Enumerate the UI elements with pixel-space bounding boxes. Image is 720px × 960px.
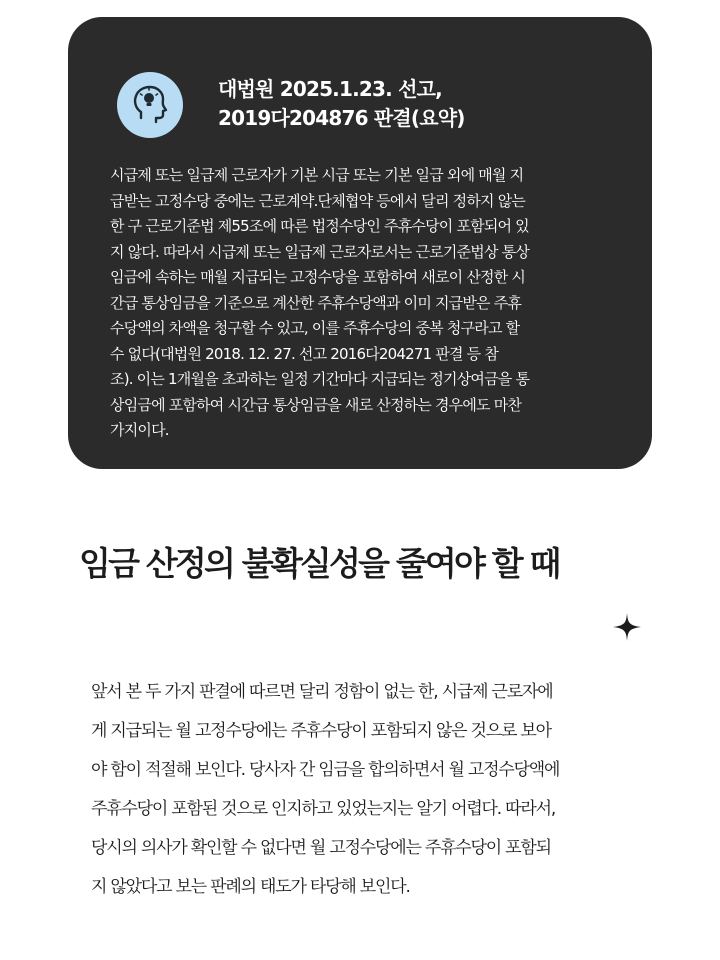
card-body-line: 수 없다(대법원 2018. 12. 27. 선고 2016다204271 판결 등 참 bbox=[110, 344, 499, 363]
card-body-line: 조). 이는 1개월을 초과하는 일정 기간마다 지급되는 정기상여금을 통 bbox=[110, 370, 530, 388]
paragraph-line: 당시의 의사가 확인할 수 없다면 월 고정수당에는 주휴수당이 포함되 bbox=[91, 838, 551, 858]
paragraph-line: 주휴수당이 포함된 것으로 인지하고 있었는지는 알기 어렵다. 따라서, bbox=[91, 799, 556, 819]
paragraph-line: 게 지급되는 월 고정수당에는 주휴수당이 포함되지 않은 것으로 보아 bbox=[91, 721, 551, 741]
card-body-line: 가지이다. bbox=[110, 421, 169, 439]
section-paragraph bbox=[91, 673, 671, 907]
card-title-line: 대법원 2025.1.23. 선고, bbox=[218, 77, 442, 101]
paragraph-line: 지 않았다고 보는 판례의 태도가 타당해 보인다. bbox=[91, 877, 410, 897]
card-title-line: 2019다204876 판결(요약) bbox=[218, 106, 465, 130]
card-body-line: 지 않다. 따라서 시급제 또는 일급제 근로자로서는 근로기준법상 통상 bbox=[110, 242, 530, 261]
sparkle-icon bbox=[611, 611, 643, 643]
card-body-line: 한 구 근로기준법 제55조에 따른 법정수당인 주휴수당이 포함되어 있 bbox=[110, 217, 529, 235]
card-body-line: 급받는 고정수당 중에는 근로계약.단체협약 등에서 달리 정하지 않는 bbox=[110, 191, 526, 210]
case-summary-card bbox=[68, 17, 652, 469]
section-heading: 임금 산정의 불확실성을 줄여야 할 때 bbox=[79, 544, 559, 583]
card-body-line: 간급 통상임금을 기준으로 계산한 주휴수당액과 이미 지급받은 주휴 bbox=[110, 293, 522, 312]
card-body-line: 상임금에 포함하여 시간급 통상임금을 새로 산정하는 경우에도 마찬 bbox=[110, 395, 522, 414]
card-body-line: 시급제 또는 일급제 근로자가 기본 시급 또는 기본 일급 외에 매월 지 bbox=[110, 166, 524, 184]
lightbulb-head-icon bbox=[117, 72, 183, 138]
card-body-line: 임금에 속하는 매월 지급되는 고정수당을 포함하여 새로이 산정한 시 bbox=[110, 268, 526, 286]
paragraph-line: 앞서 본 두 가지 판결에 따르면 달리 정함이 없는 한, 시급제 근로자에 bbox=[91, 682, 553, 702]
card-body-line: 수당액의 차액을 청구할 수 있고, 이를 주휴수당의 중복 청구라고 할 bbox=[110, 319, 520, 337]
paragraph-line: 야 함이 적절해 보인다. 당사자 간 임금을 합의하면서 월 고정수당액에 bbox=[91, 760, 560, 780]
card-body bbox=[110, 163, 614, 444]
card-title bbox=[218, 75, 618, 133]
